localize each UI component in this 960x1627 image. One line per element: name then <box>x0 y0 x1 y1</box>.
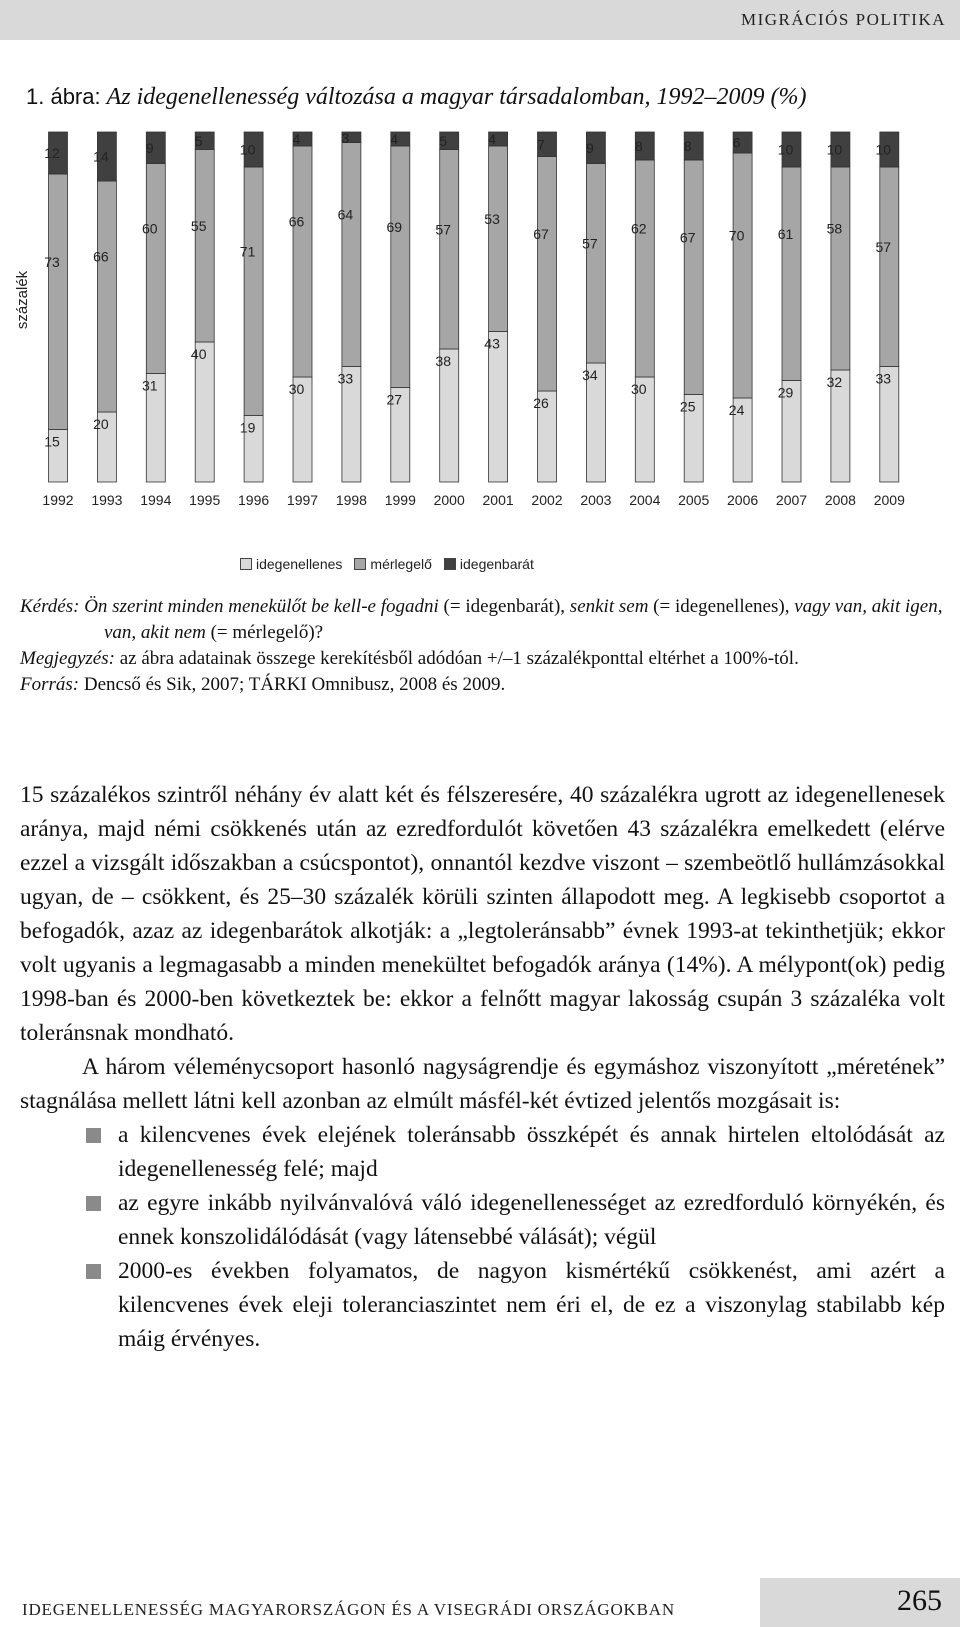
bar-value-label: 4 <box>292 131 301 147</box>
list-item <box>20 1254 945 1356</box>
bar-segment <box>97 181 116 412</box>
bar-value-label: 38 <box>435 353 451 369</box>
bar-value-label: 10 <box>875 141 892 158</box>
bar-value-label: 60 <box>142 220 158 237</box>
list-item-text: 2000-es években folyamatos, de nagyon kismértékű csökkenést, ami azért a kilencvenes évek eleji toleranciaszintet nem éri el, de ez a viszonylag stabilabb kép máig érvényes. <box>118 1258 945 1352</box>
bar-value-label: 12 <box>44 145 60 161</box>
x-tick-label: 1995 <box>189 492 221 508</box>
bar-value-label: 64 <box>337 206 354 223</box>
question-text-5: vagy van, akit igen, van, akit nem <box>104 596 943 643</box>
bar-segment <box>391 146 410 388</box>
question-text-2: (= idegenbarát), <box>438 596 570 617</box>
source-note <box>20 672 945 698</box>
bar-value-label: 5 <box>194 132 203 149</box>
bar-value-label: 62 <box>631 220 647 237</box>
bar-value-label: 29 <box>777 384 794 401</box>
bar-value-label: 15 <box>44 433 60 450</box>
question-text-1: Ön szerint minden menekülőt be kell-e fogadni <box>84 596 439 617</box>
bar-value-label: 4 <box>488 131 496 147</box>
legend-item-idegenellenes <box>240 556 342 572</box>
bar-segment <box>684 160 703 395</box>
legend-swatch-idegenbarat <box>444 558 456 570</box>
bar-value-label: 31 <box>142 377 158 394</box>
x-tick-label: 2009 <box>873 492 905 508</box>
bar-value-label: 67 <box>533 225 549 242</box>
legend-item-merlegelo <box>354 556 431 572</box>
bar-value-label: 70 <box>728 227 745 244</box>
bar-segment <box>195 342 214 482</box>
x-tick-label: 1999 <box>384 492 416 508</box>
question-label: Kérdés: <box>20 596 80 617</box>
bar-value-label: 4 <box>390 131 399 147</box>
square-bullet-icon <box>86 1128 101 1143</box>
bar-value-label: 58 <box>826 220 843 237</box>
bar-segment <box>831 167 850 370</box>
bar-value-label: 61 <box>777 225 794 242</box>
x-tick-label: 1993 <box>91 492 123 508</box>
remark-text: az ábra adatainak összege kerekítésből adódóan +/–1 százalékponttal eltérhet a 100%-tól. <box>119 648 799 669</box>
legend-label-idegenellenes: idegenellenes <box>256 556 343 572</box>
bar-value-label: 3 <box>341 130 350 146</box>
x-tick-label: 1998 <box>335 492 367 508</box>
bar-value-label: 6 <box>732 134 741 151</box>
bar-segment <box>244 167 263 416</box>
bar-value-label: 57 <box>582 235 598 252</box>
list-item-text: az egyre inkább nyilvánvalóvá váló idegenellenességet az ezredforduló környékén, és ennek konszolidálódását (vagy látensebbé válását); végül <box>118 1190 945 1250</box>
x-tick-label: 2006 <box>727 492 759 508</box>
x-tick-label: 2000 <box>433 492 465 508</box>
bar-value-label: 10 <box>826 141 843 158</box>
list-item <box>20 1118 945 1186</box>
legend-item-idegenbarat <box>444 556 534 572</box>
figure-number: 1. ábra: <box>26 84 101 109</box>
list-item <box>20 1186 945 1254</box>
bar-value-label: 69 <box>386 218 403 235</box>
bar-value-label: 10 <box>239 141 256 158</box>
bar-segment <box>195 150 214 343</box>
bar-segment <box>880 167 899 367</box>
bar-value-label: 53 <box>484 210 500 227</box>
bar-value-label: 7 <box>537 136 545 153</box>
bar-value-label: 26 <box>533 395 549 411</box>
x-tick-label: 2008 <box>824 492 856 508</box>
figure-caption: Az idegenellenesség változása a magyar társadalomban, 1992–2009 (%) <box>106 84 807 110</box>
paragraph-2: A három véleménycsoport hasonló nagyságrendje és egymáshoz viszonyított „méretének” stagnálása mellett látni kell azonban az elmúlt másfél-két évtized jelentős mozgásait is: <box>20 1054 945 1114</box>
source-text: Dencső és Sik, 2007; TÁRKI Omnibusz, 2008 és 2009. <box>83 674 506 695</box>
bar-segment <box>440 150 459 350</box>
x-tick-label: 1994 <box>140 492 172 508</box>
figure-notes <box>20 594 945 698</box>
figure-title <box>26 84 807 111</box>
bar-segment <box>586 164 605 364</box>
bar-value-label: 10 <box>777 141 794 158</box>
bar-value-label: 20 <box>93 416 109 432</box>
bar-value-label: 30 <box>631 381 647 397</box>
chart-legend <box>240 556 534 572</box>
bar-value-label: 40 <box>190 346 207 362</box>
bar-value-label: 8 <box>634 138 643 154</box>
question-text-4: (= idegenellenes), <box>648 596 795 617</box>
bar-segment <box>635 160 654 377</box>
bar-value-label: 19 <box>239 419 256 436</box>
bar-segment <box>489 146 508 332</box>
bar-value-label: 66 <box>288 213 305 230</box>
source-label: Forrás: <box>20 674 80 695</box>
page-number: 265 <box>897 1584 942 1617</box>
running-header-title: MIGRÁCIÓS POLITIKA <box>740 10 946 29</box>
bullet-list <box>20 1118 945 1356</box>
bar-value-label: 24 <box>728 402 745 418</box>
legend-label-idegenbarat: idegenbarát <box>459 556 534 572</box>
bar-value-label: 57 <box>875 238 892 255</box>
bar-value-label: 43 <box>484 335 500 352</box>
remark-note <box>20 646 945 672</box>
bar-value-label: 33 <box>337 370 354 387</box>
running-footer-title: IDEGENELLENESSÉG MAGYARORSZÁGON ÉS A VISEGRÁDI ORSZÁGOKBAN <box>22 1600 675 1619</box>
question-text-3: senkit sem <box>569 596 649 617</box>
bar-value-label: 67 <box>679 229 696 246</box>
bar-segment <box>782 167 801 381</box>
square-bullet-icon <box>86 1264 101 1279</box>
y-axis-title: százalék <box>14 270 31 330</box>
legend-label-merlegelo: mérlegelő <box>370 556 432 572</box>
question-text-6: (= mérlegelő)? <box>205 622 324 643</box>
bar-value-label: 30 <box>288 381 305 397</box>
bar-value-label: 14 <box>93 148 109 165</box>
remark-label: Megjegyzés: <box>20 648 115 669</box>
legend-swatch-idegenellenes <box>240 558 252 570</box>
bar-segment <box>146 164 165 374</box>
bar-value-label: 32 <box>826 374 843 390</box>
legend-swatch-merlegelo <box>354 558 366 570</box>
list-item-text: a kilencvenes évek elejének toleránsabb összképét és annak hirtelen eltolódását az idegenellenesség felé; majd <box>118 1122 945 1182</box>
paragraph-1: 15 százalékos szintről néhány év alatt két és félszeresére, 40 százalékra ugrott az idegenellenesek aránya, majd némi csökkenés után az ezredfordulót követően 43 százalékra emelkedett (elérve ezzel a vizsgált időszakban a csúcspontot), onnantól kezdve viszont – szembeötlő hullámzásokkal ugyan, de – csökkent, és 25–30 százalék körüli szinten állapodott meg. A legkisebb csoportot a befogadók, azaz az idegenbarátok alkotják: a „legtoleránsabb” évnek 1993-at tekinthetjük; ekkor volt ugyanis a legmagasabb a minden menekültet befogadók aránya (14%). A mélypont(ok) pedig 1998-ban és 2000-ben következtek be: ekkor a felnőtt magyar lakosság csupán 3 százaléka volt toleránsnak mondható. <box>20 782 945 1046</box>
body-text <box>20 778 945 1356</box>
bar-segment <box>342 143 361 367</box>
bar-value-label: 9 <box>145 139 154 156</box>
x-tick-label: 2004 <box>629 492 661 508</box>
bar-value-label: 71 <box>239 243 256 260</box>
x-tick-label: 1992 <box>42 492 74 508</box>
stacked-bar-chart <box>0 125 960 525</box>
bar-value-label: 34 <box>582 367 598 383</box>
question-note <box>20 594 945 646</box>
bar-value-label: 5 <box>439 132 448 149</box>
x-tick-label: 2002 <box>531 492 563 508</box>
x-tick-label: 1996 <box>238 492 270 508</box>
bar-segment <box>733 153 752 398</box>
bar-segment <box>293 146 312 377</box>
x-tick-label: 2007 <box>775 492 808 508</box>
bar-value-label: 55 <box>190 217 207 234</box>
bar-value-label: 25 <box>679 398 696 415</box>
bar-segment <box>49 174 68 430</box>
bar-value-label: 27 <box>386 391 403 408</box>
square-bullet-icon <box>86 1196 101 1211</box>
x-tick-label: 2001 <box>482 492 514 508</box>
bar-value-label: 57 <box>435 221 451 238</box>
x-tick-label: 2005 <box>678 492 710 508</box>
bar-segment <box>489 332 508 483</box>
bar-value-label: 66 <box>93 248 109 265</box>
bar-segment <box>538 157 557 392</box>
x-tick-label: 2003 <box>580 492 612 508</box>
bar-value-label: 8 <box>683 138 692 154</box>
bar-value-label: 73 <box>44 253 60 270</box>
bar-value-label: 33 <box>875 370 892 387</box>
bar-value-label: 9 <box>586 139 594 156</box>
x-tick-label: 1997 <box>286 492 319 508</box>
